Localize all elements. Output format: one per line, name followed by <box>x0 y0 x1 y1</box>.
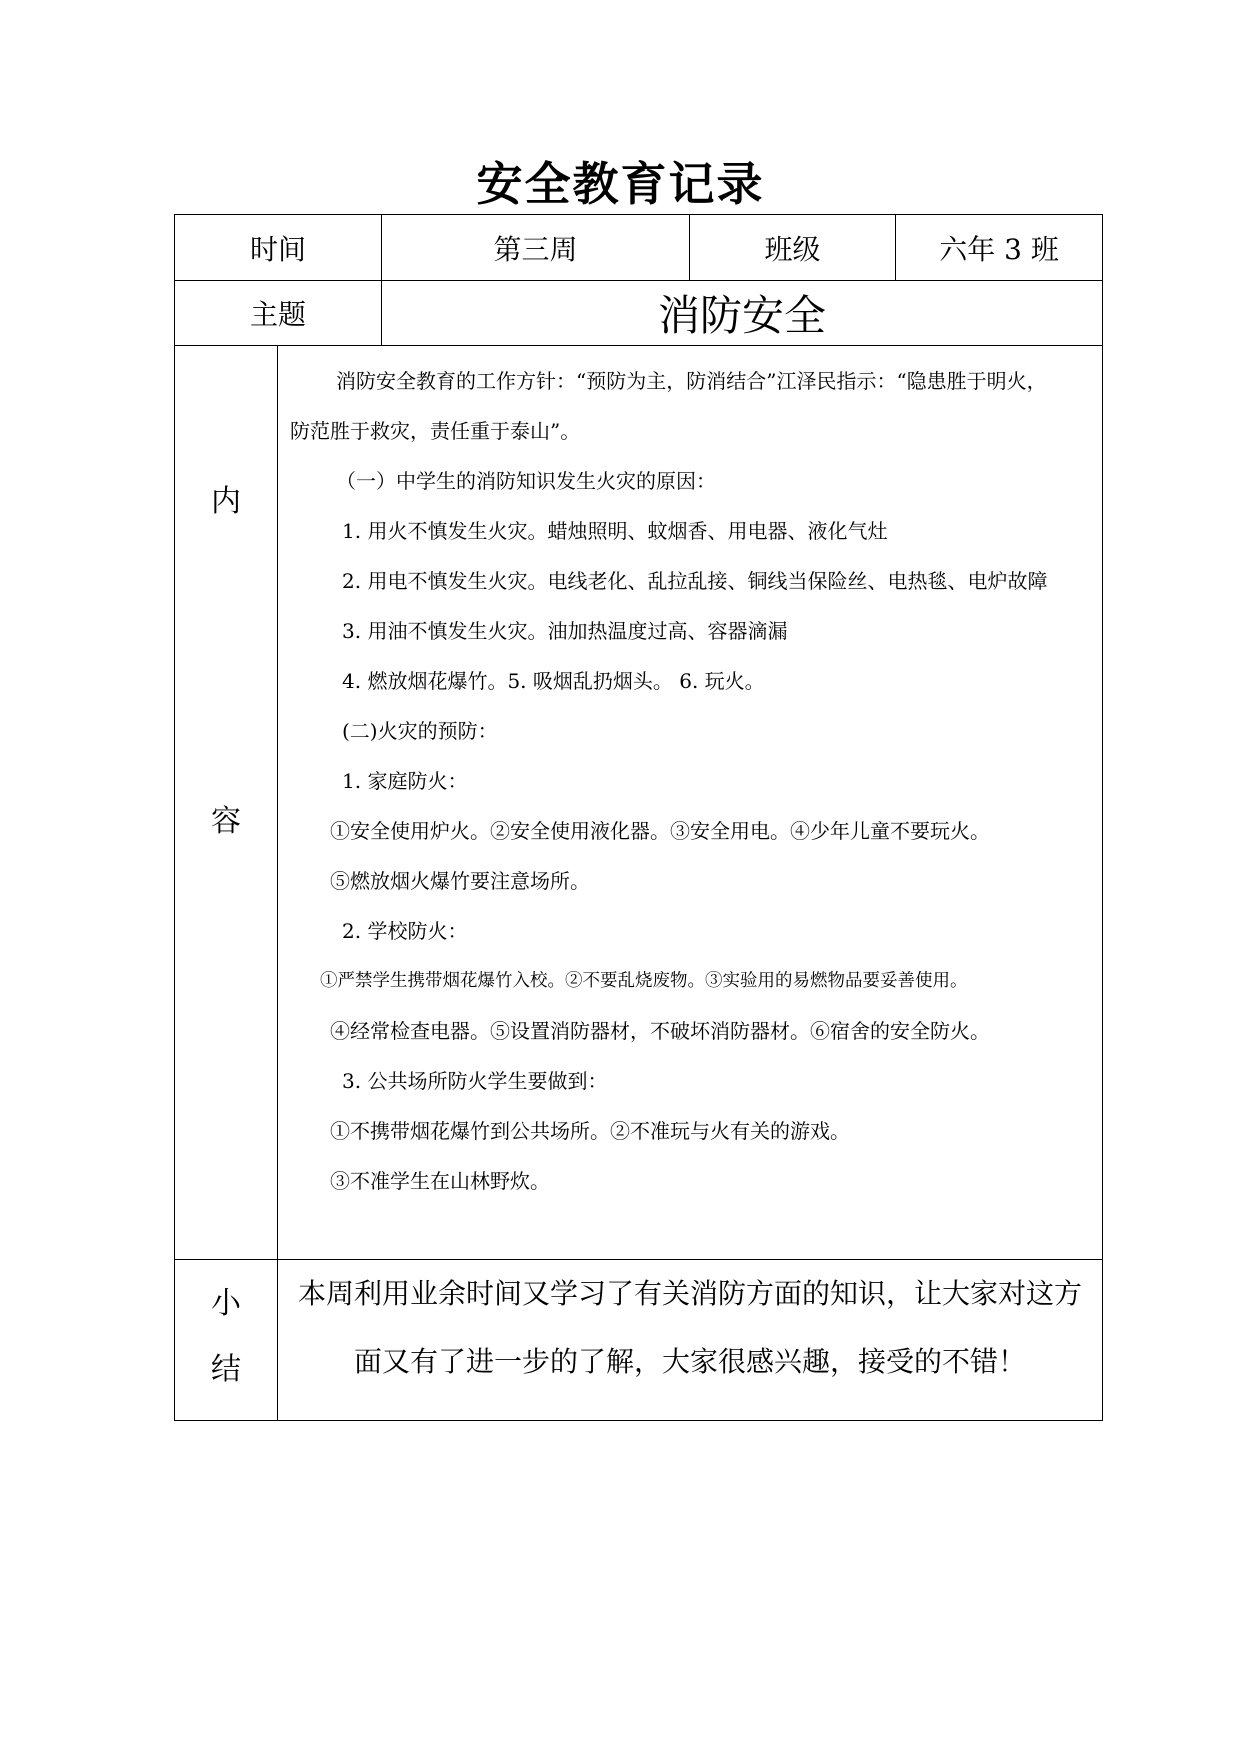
content-line: (二)火灾的预防： <box>342 719 498 743</box>
content-label-cell <box>175 346 278 1260</box>
page-title: 安全教育记录 <box>476 157 765 211</box>
content-line: ③不准学生在山林野炊。 <box>330 1169 550 1193</box>
summary-line: 本周利用业余时间又学习了有关消防方面的知识，让大家对这方 <box>298 1277 1083 1310</box>
content-line: ④经常检查电器。⑤设置消防器材，不破坏消防器材。⑥宿舍的安全防火。 <box>330 1019 990 1043</box>
content-row <box>175 346 1103 1260</box>
subject-value: 消防安全 <box>382 281 1103 346</box>
content-line: 3. 用油不慎发生火灾。油加热温度过高、容器滴漏 <box>342 619 788 643</box>
summary-row <box>175 1260 1103 1421</box>
class-value: 六年 3 班 <box>896 215 1103 281</box>
content-line: 2. 用电不慎发生火灾。电线老化、乱拉乱接、铜线当保险丝、电热毯、电炉故障 <box>342 569 1048 593</box>
summary-line: 面又有了进一步的了解，大家很感兴趣，接受的不错！ <box>354 1345 1027 1378</box>
class-label: 班级 <box>690 215 896 281</box>
record-table <box>174 214 1103 1421</box>
content-line: ⑤燃放烟火爆竹要注意场所。 <box>330 869 590 893</box>
content-line: 4. 燃放烟花爆竹。5. 吸烟乱扔烟头。 6. 玩火。 <box>342 669 765 693</box>
content-line: ①严禁学生携带烟花爆竹入校。②不要乱烧废物。③实验用的易燃物品要妥善使用。 <box>320 971 968 991</box>
header-row <box>175 215 1103 281</box>
time-label: 时间 <box>175 215 382 281</box>
summary-label-top: 小 <box>211 1286 241 1321</box>
subject-label: 主题 <box>175 281 382 346</box>
summary-label-bottom: 结 <box>211 1352 241 1387</box>
content-body <box>278 346 1103 1260</box>
content-line: 防范胜于救灾，责任重于泰山”。 <box>290 419 581 443</box>
content-line: 3. 公共场所防火学生要做到： <box>342 1069 608 1093</box>
content-line: 1. 家庭防火： <box>342 769 468 793</box>
content-line: 1. 用火不慎发生火灾。蜡烛照明、蚊烟香、用电器、液化气灶 <box>342 519 888 543</box>
content-line: 2. 学校防火： <box>342 919 468 943</box>
content-line: 消防安全教育的工作方针：“预防为主，防消结合”江泽民指示：“隐患胜于明火， <box>336 369 1047 393</box>
content-line: ①安全使用炉火。②安全使用液化器。③安全用电。④少年儿童不要玩火。 <box>330 819 990 843</box>
content-label-bottom: 容 <box>211 804 241 839</box>
summary-label-cell <box>175 1260 278 1421</box>
summary-body <box>278 1260 1103 1421</box>
content-line: （一）中学生的消防知识发生火灾的原因： <box>336 469 716 493</box>
subject-row <box>175 281 1103 346</box>
time-value: 第三周 <box>382 215 690 281</box>
content-label-top: 内 <box>211 484 241 519</box>
content-line: ①不携带烟花爆竹到公共场所。②不准玩与火有关的游戏。 <box>330 1119 850 1143</box>
